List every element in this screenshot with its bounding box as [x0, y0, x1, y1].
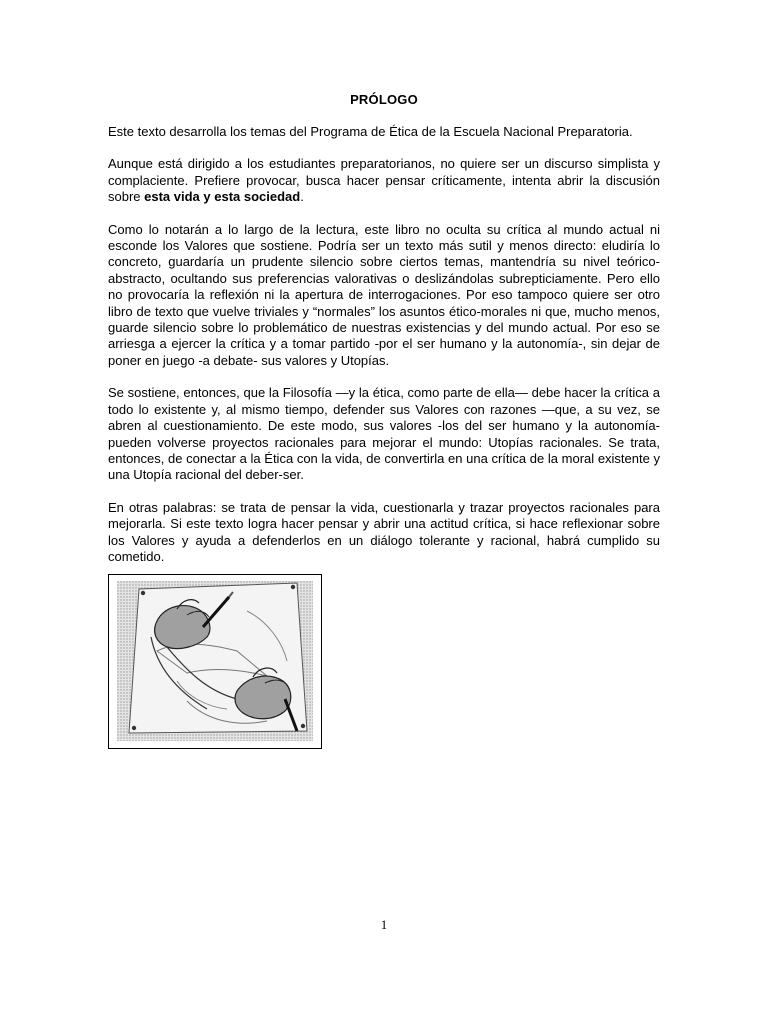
paragraph-2	[108, 156, 660, 205]
drawing-hands-illustration-icon	[117, 581, 313, 741]
body-text	[108, 124, 660, 581]
paragraph-1: Este texto desarrolla los temas del Programa de Ética de la Escuela Nacional Preparatoria.	[108, 124, 633, 139]
page-title: PRÓLOGO	[350, 92, 418, 107]
paragraph-2-end: .	[300, 189, 304, 205]
page-number: 1	[380, 917, 388, 932]
figure-frame	[108, 574, 322, 749]
paragraph-2-bold: esta vida y esta sociedad	[144, 189, 301, 205]
paragraph-3: Como lo notarán a lo largo de la lectura, este libro no oculta su crítica al mundo actual ni esconde los Valores que sostiene. Podría ser un texto más sutil y menos directo: eludiría lo concreto, guardaría un prudente silencio sobre ciertos temas, mantendría su nivel teórico-abstracto, ocultando sus preferencias valorativas o deslizándolas subrepticiamente. Pero ello no provocaría la reflexión ni la apertura de interrogaciones. Por eso tampoco quiere ser otro libro de texto que vuelve triviales y “normales” los asuntos ético-morales ni que, mucho menos, guarde silencio sobre lo problemático de nuestras existencias y del mundo actual. Por eso se arriesga a ejercer la crítica y a tomar partido -por el ser humano y la autonomía-, sin dejar de poner en juego -a debate- sus valores y Utopías.	[108, 221, 660, 368]
paragraph-5: En otras palabras: se trata de pensar la vida, cuestionarla y trazar proyectos racionales para mejorarla. Si este texto logra hacer pensar y abrir una actitud crítica, si hace reflexionar sobre los Valores y ayuda a defenderlos en un diálogo tolerante y racional, habrá cumplido su cometido.	[108, 499, 660, 564]
paragraph-2-text: Aunque está dirigido a los estudiantes preparatorianos, no quiere ser un discurso simplista y complaciente. Prefiere provocar, busca hacer pensar críticamente, intenta abrir la discusión sobre	[108, 156, 660, 205]
paragraph-4: Se sostiene, entonces, que la Filosofía —y la ética, como parte de ella— debe hacer la crítica a todo lo existente y, al mismo tiempo, defender sus Valores con razones —que, a su vez, se abren al cuestionamiento. De este modo, sus valores -los del ser humano y la autonomía- pueden volverse proyectos racionales para mejorar el mundo: Utopías racionales. Se trata, entonces, de conectar a la Ética con la vida, de convertirla en una crítica de la moral existente y una Utopía racional del deber-ser.	[108, 385, 660, 483]
